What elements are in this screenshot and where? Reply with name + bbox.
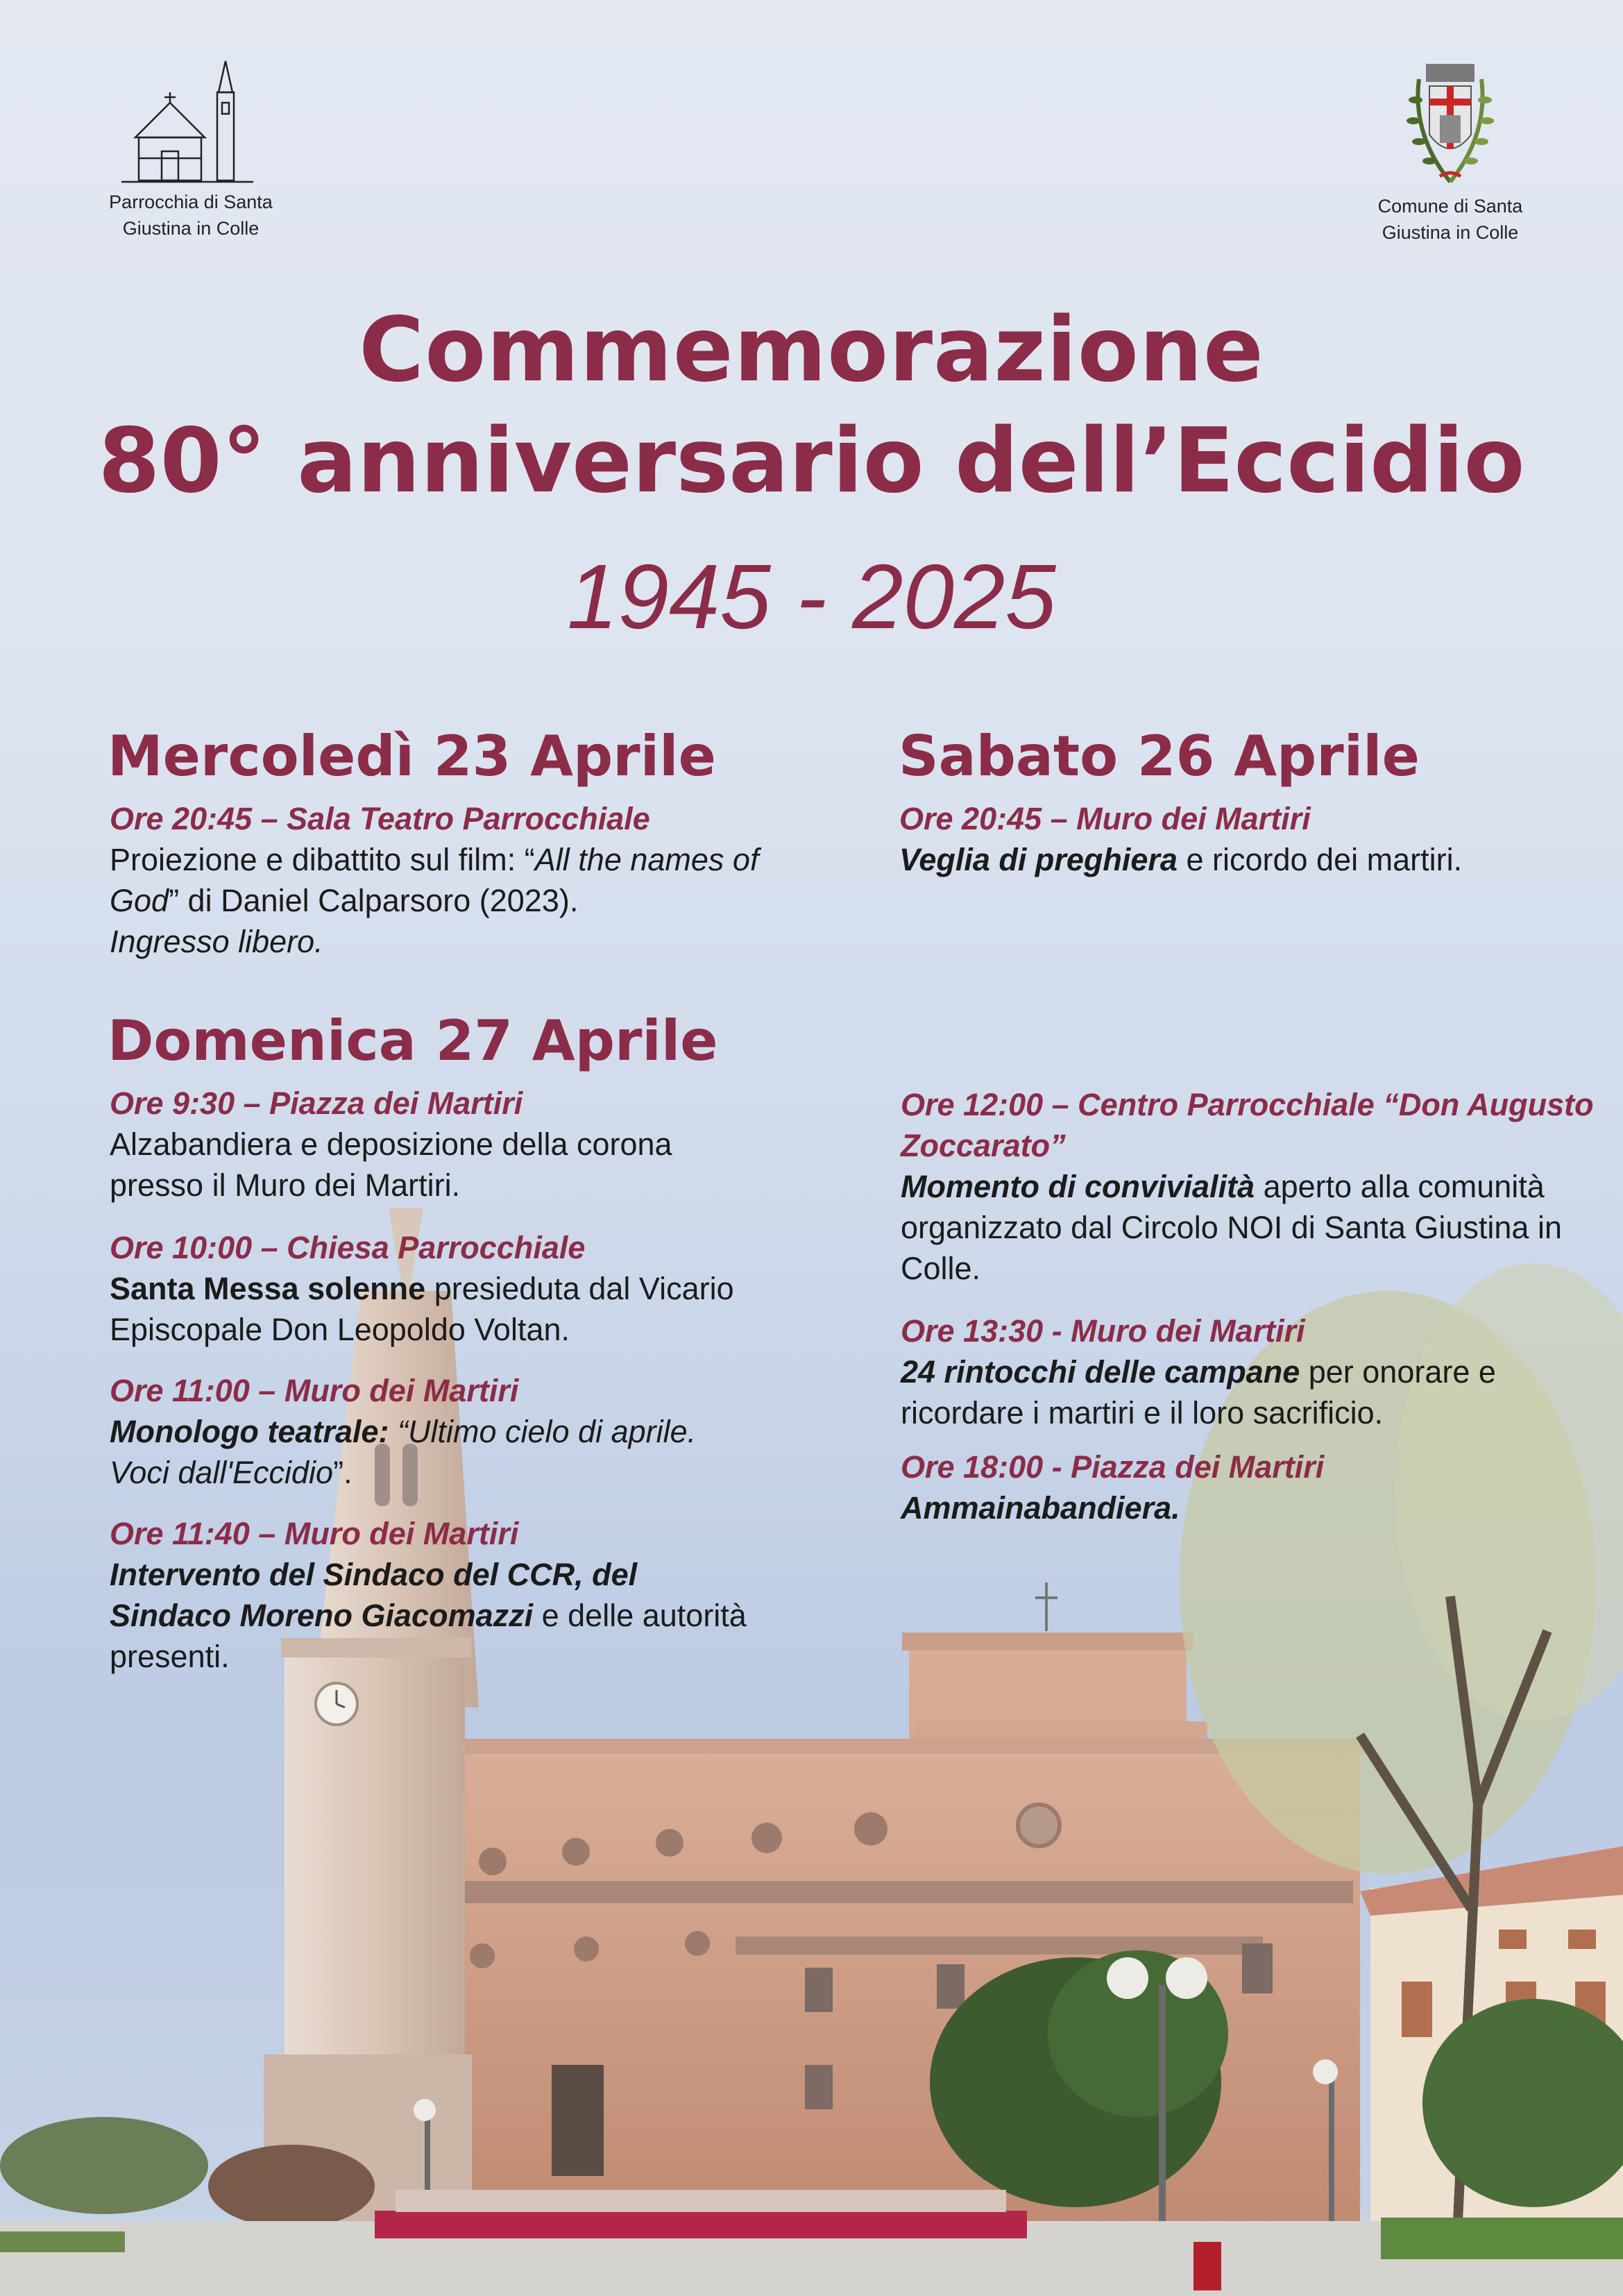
parish-logo — [90, 54, 291, 242]
event-time-location: Ore 20:45 – Sala Teatro Parrocchiale — [110, 801, 650, 836]
parish-label-line2: Giustina in Colle — [122, 218, 260, 239]
bell-tower — [264, 1208, 479, 2228]
event-text: ” di Daniel Calparsoro (2023). — [169, 883, 579, 918]
years: 1945 - 2025 — [567, 546, 1056, 648]
event-description: Ammainabandiera. — [901, 1490, 1180, 1526]
event-description: Alzabandiera e deposizione della corona presso il Muro dei Martiri. — [110, 1126, 672, 1203]
play-title: “Ultimo cielo di aprile. Voci dall'Eccidio — [110, 1414, 697, 1490]
day-heading-sunday: Domenica 27 Aprile — [108, 1008, 718, 1073]
event-text: per onorare e ricordare i martiri e il loro sacrificio. — [901, 1354, 1496, 1430]
event-sunday-conviviality — [901, 1084, 1595, 1289]
event-text: e ricordo dei martiri. — [1177, 842, 1463, 877]
event-time-location: Ore 10:00 – Chiesa Parrocchiale — [110, 1230, 586, 1265]
event-highlight: Santa Messa solenne — [110, 1271, 426, 1306]
film-title: All the names of God — [110, 842, 759, 918]
event-description — [901, 1351, 1567, 1433]
event-time-location: Ore 13:30 - Muro dei Martiri — [901, 1313, 1305, 1349]
parish-label-line1: Parrocchia di Santa — [109, 192, 273, 212]
event-description — [899, 839, 1565, 880]
event-saturday-vigil — [899, 798, 1565, 880]
church-icon — [121, 54, 260, 186]
event-text: presieduta dal Vicario Episcopale Don Leopoldo Voltan. — [110, 1271, 734, 1347]
event-highlight: Monologo teatrale: — [110, 1414, 389, 1449]
event-sunday-bells — [901, 1310, 1567, 1433]
event-wednesday-screening — [110, 798, 790, 962]
event-time-location: Ore 11:00 – Muro dei Martiri — [110, 1373, 519, 1408]
day-heading-saturday: Sabato 26 Aprile — [899, 724, 1420, 788]
event-time-location: Ore 12:00 – Centro Parrocchiale “Don Augusto Zoccarato” — [901, 1087, 1594, 1163]
event-text: Proiezione e dibattito sul film: “ — [110, 842, 535, 877]
municipality-label-line1: Comune di Santa — [1377, 196, 1523, 217]
event-highlight: Veglia di preghiera — [899, 842, 1178, 877]
free-entry-note: Ingresso libero. — [110, 924, 323, 959]
event-time-location: Ore 20:45 – Muro dei Martiri — [899, 801, 1311, 836]
event-time-location: Ore 11:40 – Muro dei Martiri — [110, 1516, 519, 1551]
event-highlight: 24 rintocchi delle campane — [901, 1354, 1300, 1390]
anniversary-title: 80° anniversario dell’Eccidio — [98, 410, 1525, 513]
event-text: ”. — [333, 1455, 352, 1490]
event-sunday-flag-lowering — [901, 1446, 1567, 1528]
event-description — [901, 1166, 1595, 1289]
event-description — [110, 839, 790, 921]
event-description — [110, 1411, 762, 1493]
event-highlight: Momento di convivialità — [901, 1169, 1255, 1204]
event-text: aperto alla comunità organizzato dal Circolo NOI di Santa Giustina in Colle. — [901, 1169, 1562, 1286]
event-sunday-speeches — [110, 1513, 762, 1677]
event-highlight: Intervento del Sindaco del CCR, del Sindaco Moreno Giacomazzi — [110, 1557, 638, 1633]
day-heading-wednesday: Mercoledì 23 Aprile — [108, 724, 716, 788]
municipality-label-line2: Giustina in Colle — [1382, 222, 1519, 243]
municipality-logo — [1346, 58, 1554, 246]
event-time-location: Ore 9:30 – Piazza dei Martiri — [110, 1086, 523, 1121]
event-time-location: Ore 18:00 - Piazza dei Martiri — [901, 1449, 1325, 1485]
coat-of-arms-icon — [1391, 58, 1509, 190]
event-sunday-flag-raising — [110, 1083, 762, 1206]
event-description — [110, 1268, 762, 1350]
event-description — [110, 1554, 762, 1677]
event-text: e delle autorità presenti. — [110, 1598, 747, 1674]
event-sunday-monologue — [110, 1370, 762, 1493]
main-title: Commemorazione — [359, 298, 1264, 402]
event-sunday-mass — [110, 1227, 762, 1350]
